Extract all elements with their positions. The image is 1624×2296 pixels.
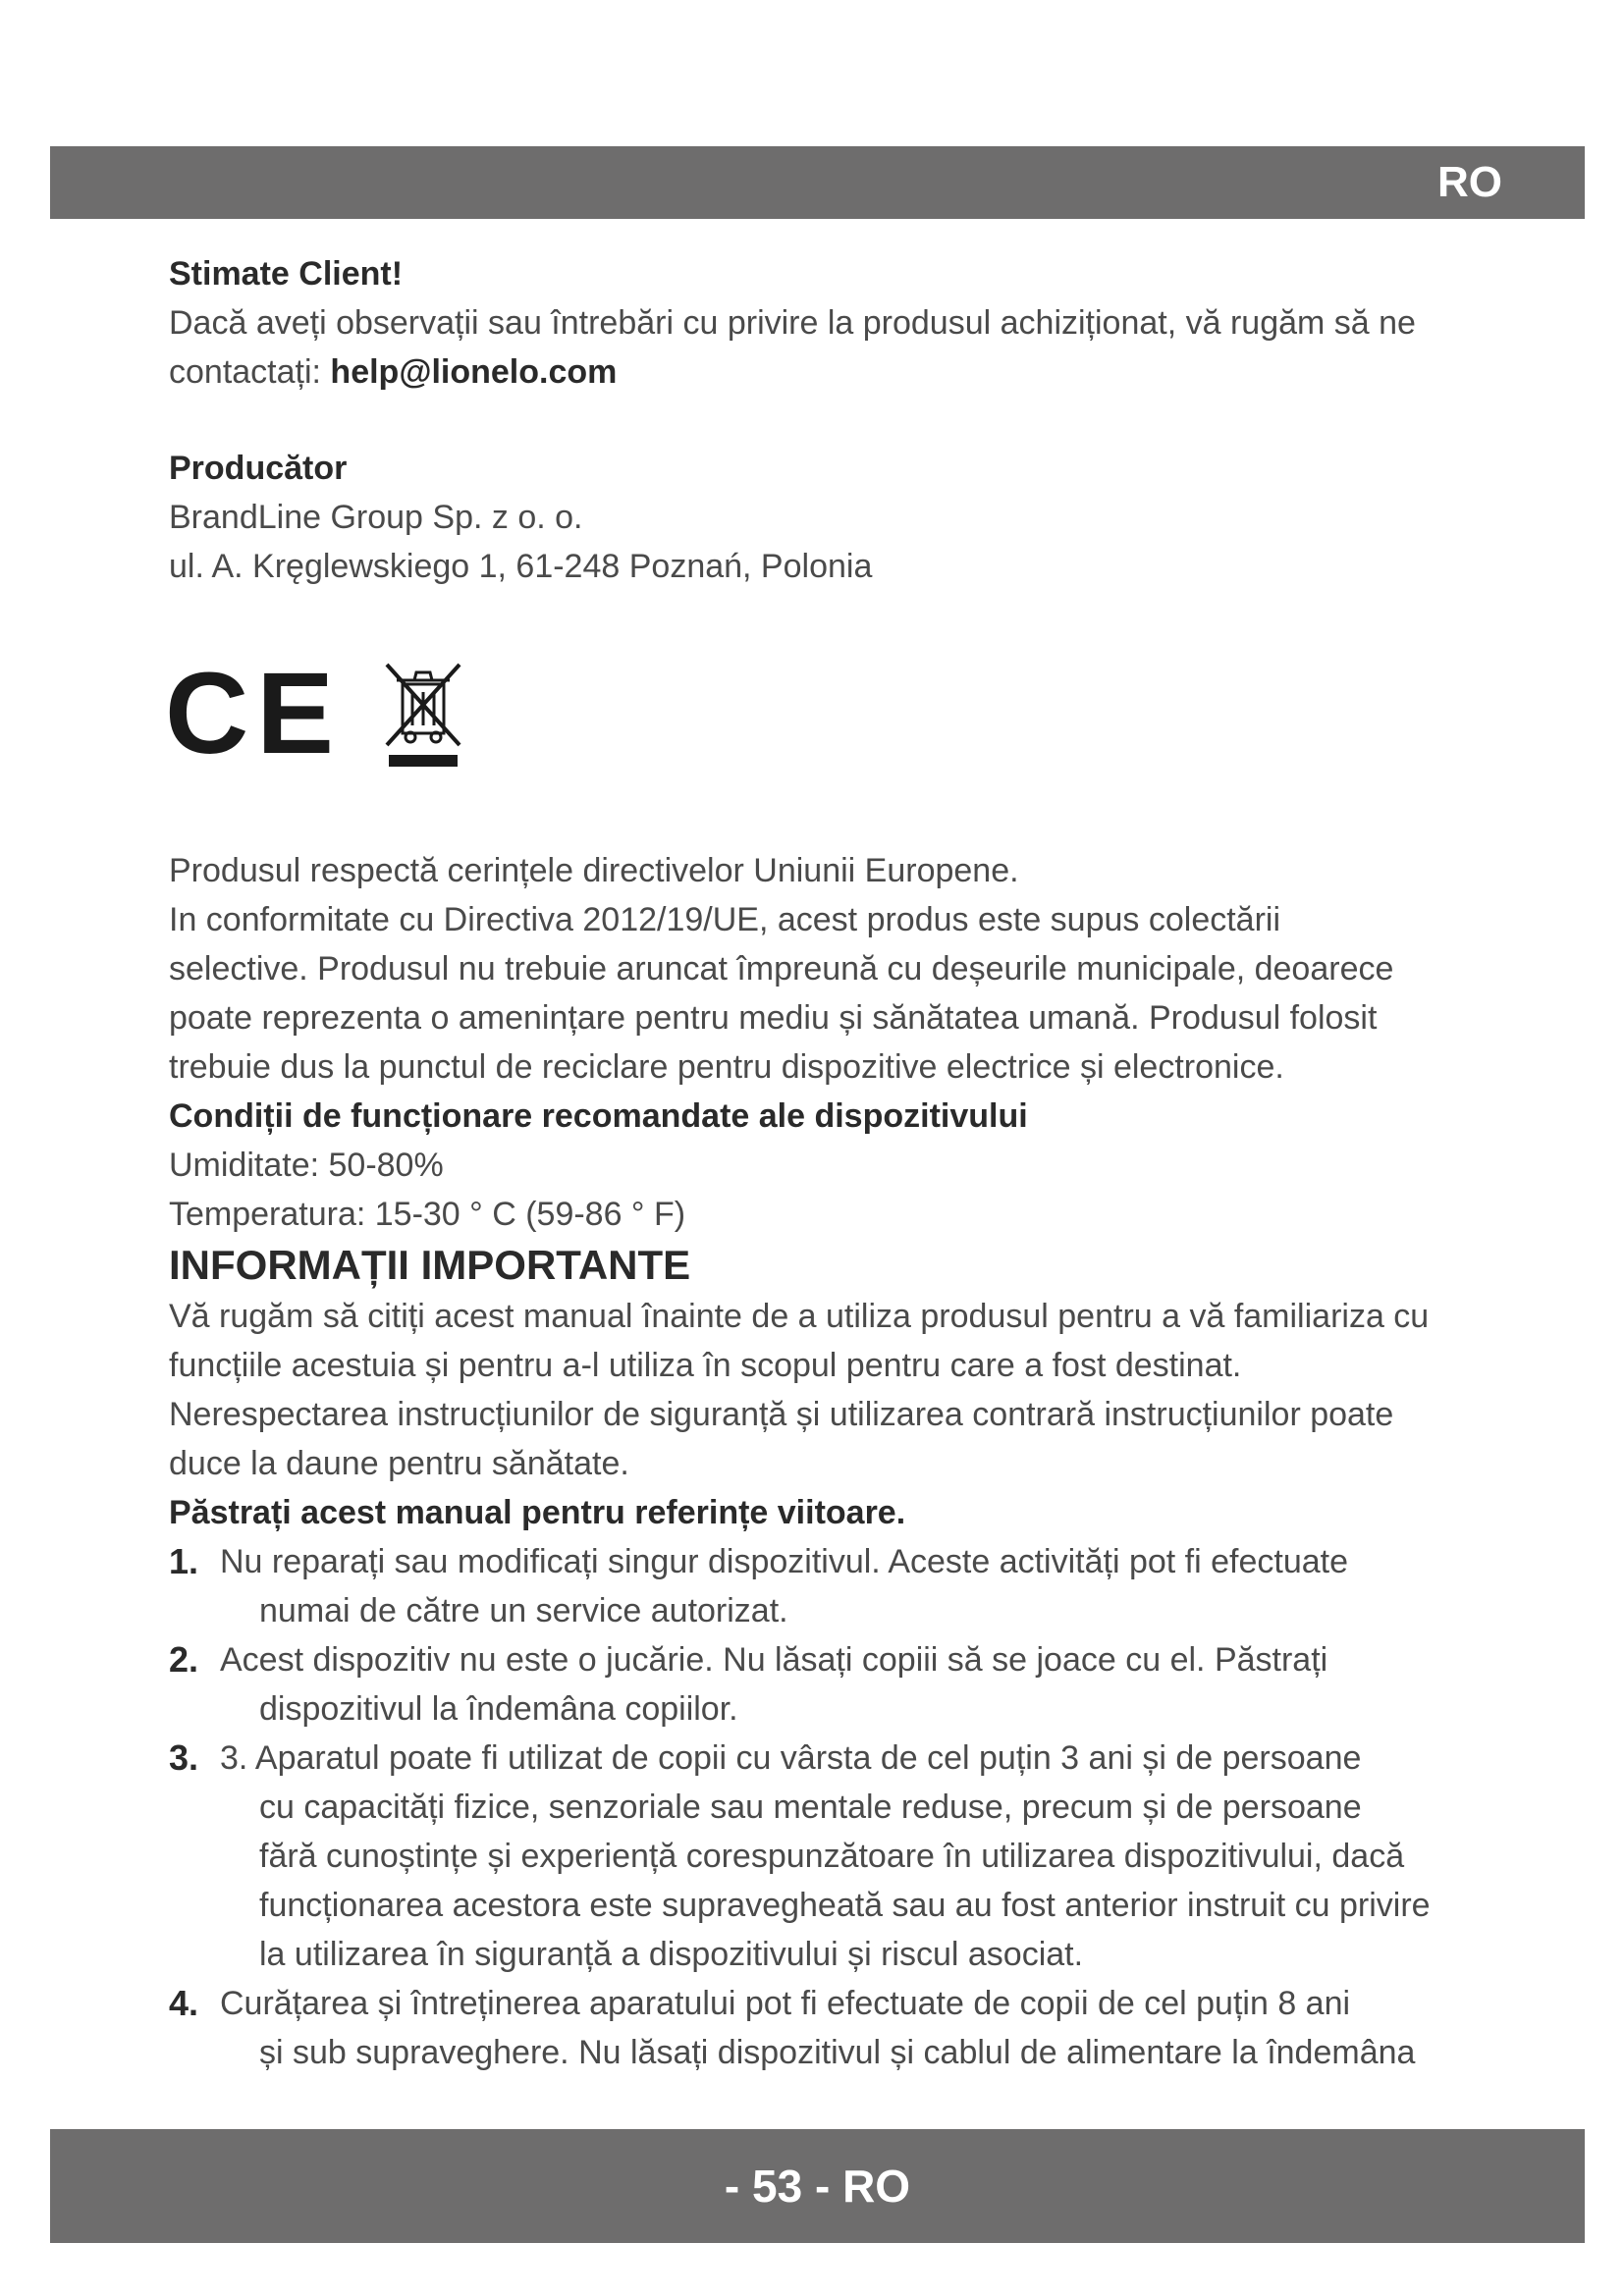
- safety-list: [169, 1537, 1494, 2077]
- greeting-line-2: [169, 347, 1494, 397]
- greeting-title: Stimate Client!: [169, 255, 404, 293]
- list-line: cu capacități fizice, senzoriale sau mentale reduse, precum și de persoane: [259, 1789, 1362, 1826]
- contact-prefix: contactați:: [169, 353, 331, 391]
- compliance-line: poate reprezenta o amenințare pentru mediu și sănătatea umană. Produsul folosit: [169, 999, 1378, 1037]
- temperature-range: Temperatura: 15-30 ° C (59-86 ° F): [169, 1196, 686, 1233]
- header-bar: [50, 146, 1585, 219]
- certification-marks: [165, 640, 1494, 787]
- list-line: numai de către un service autorizat.: [259, 1592, 788, 1629]
- list-line: 3. Aparatul poate fi utilizat de copii cu vârsta de cel puțin 3 ani și de persoane: [220, 1739, 1362, 1777]
- page-number: - 53 - RO: [724, 2161, 911, 2212]
- list-line: Acest dispozitiv nu este o jucărie. Nu lăsați copiii să se joace cu el. Păstrați: [220, 1641, 1328, 1679]
- list-line: la utilizarea în siguranță a dispozitivului și riscul asociat.: [259, 1936, 1084, 1973]
- conditions-title: Condiții de funcționare recomandate ale dispozitivului: [169, 1097, 1028, 1135]
- ce-mark-text: CE: [165, 649, 342, 778]
- list-line: fără cunoștințe și experiență corespunzătoare în utilizarea dispozitivului, dacă: [259, 1838, 1405, 1875]
- compliance-line: selective. Produsul nu trebuie aruncat împreună cu deșeurile municipale, deoarece: [169, 950, 1394, 988]
- manufacturer-title: Producător: [169, 450, 348, 487]
- list-item: [169, 1537, 1494, 1635]
- important-title: INFORMAȚII IMPORTANTE: [169, 1242, 691, 1288]
- compliance-line: In conformitate cu Directiva 2012/19/UE, acest produs este supus colectării: [169, 901, 1281, 938]
- ce-mark: [165, 649, 342, 778]
- list-number: 2.: [169, 1639, 199, 1680]
- keep-manual-note: Păstrați acest manual pentru referințe viitoare.: [169, 1494, 906, 1531]
- important-line: Vă rugăm să citiți acest manual înainte de a utiliza produsul pentru a vă familiariza cu: [169, 1298, 1430, 1335]
- list-number: 3.: [169, 1737, 199, 1778]
- list-item: [169, 1734, 1494, 1979]
- list-item: [169, 1979, 1494, 2077]
- footer-bar: [50, 2129, 1585, 2243]
- compliance-line: Produsul respectă cerințele directivelor Uniunii Europene.: [169, 852, 1019, 889]
- list-number: 1.: [169, 1541, 199, 1581]
- compliance-line: trebuie dus la punctul de reciclare pentru dispozitive electrice și electronice.: [169, 1048, 1284, 1086]
- weee-icon: [381, 659, 465, 769]
- list-item: [169, 1635, 1494, 1734]
- greeting-line-1: Dacă aveți observații sau întrebări cu privire la produsul achiziționat, vă rugăm să ne: [169, 304, 1416, 342]
- list-line: Nu reparați sau modificați singur dispozitivul. Aceste activități pot fi efectuate: [220, 1543, 1349, 1580]
- support-email: help@lionelo.com: [330, 353, 618, 391]
- humidity-range: Umiditate: 50-80%: [169, 1147, 444, 1184]
- list-line: funcționarea acestora este supravegheată sau au fost anterior instruit cu privire: [259, 1887, 1431, 1924]
- manufacturer-address: ul. A. Kręglewskiego 1, 61-248 Poznań, Polonia: [169, 548, 873, 585]
- manufacturer-name: BrandLine Group Sp. z o. o.: [169, 499, 583, 536]
- important-line: Nerespectarea instrucțiunilor de siguranță și utilizarea contrară instrucțiunilor poate: [169, 1396, 1394, 1433]
- list-line: dispozitivul la îndemâna copiilor.: [259, 1690, 738, 1728]
- list-number: 4.: [169, 1983, 199, 2023]
- list-line: Curățarea și întreținerea aparatului pot fi efectuate de copii de cel puțin 8 ani: [220, 1985, 1351, 2022]
- important-line: funcțiile acestuia și pentru a-l utiliza în scopul pentru care a fost destinat.: [169, 1347, 1242, 1384]
- language-label: RO: [1437, 158, 1502, 206]
- page-content: [165, 249, 1494, 2077]
- list-line: și sub supraveghere. Nu lăsați dispozitivul și cablul de alimentare la îndemâna: [259, 2034, 1416, 2071]
- important-line: duce la daune pentru sănătate.: [169, 1445, 629, 1482]
